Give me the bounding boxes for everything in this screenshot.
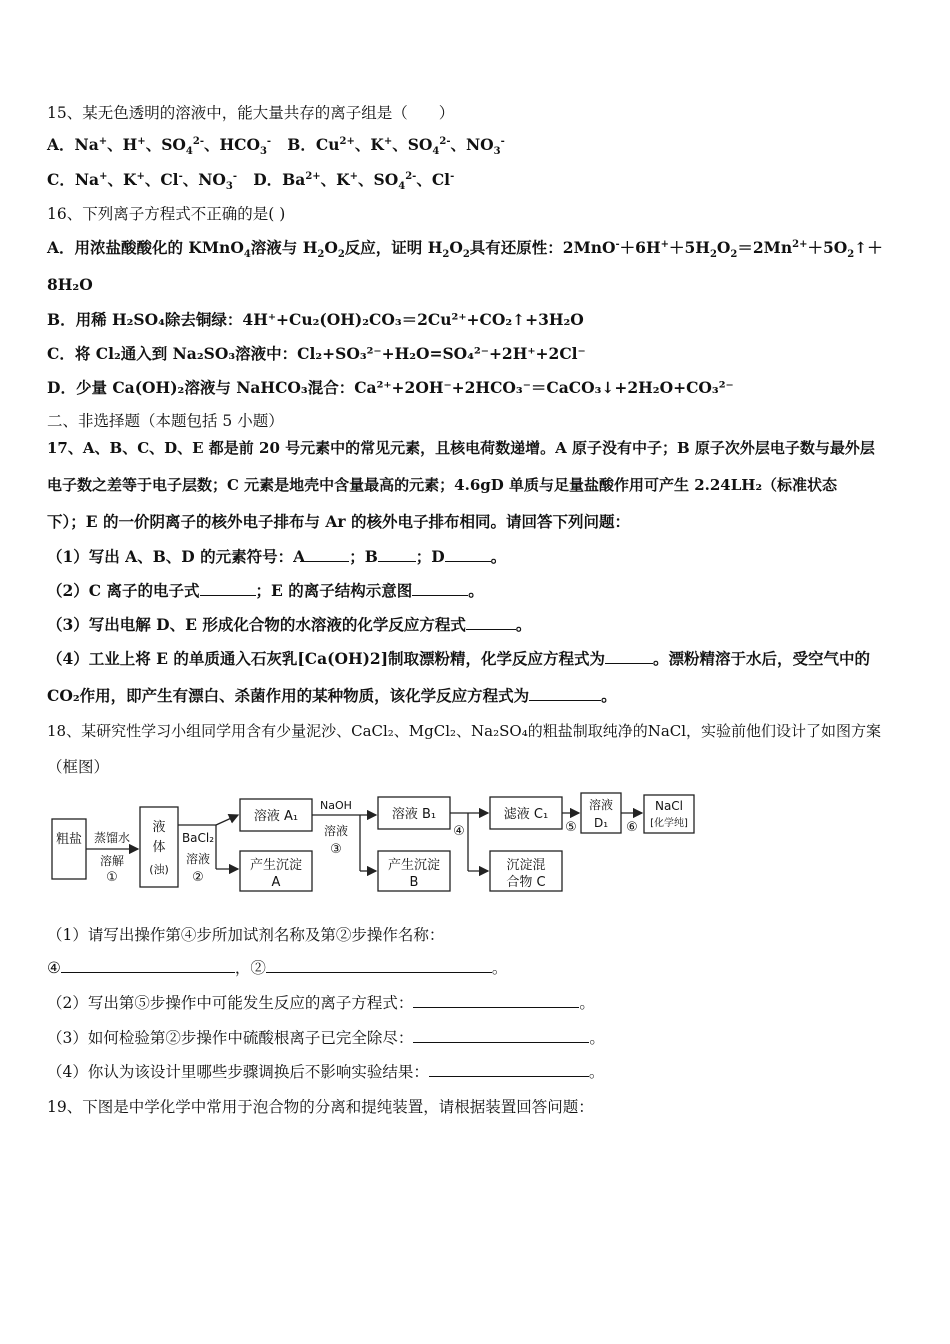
label-solution-b1: 溶液 B₁ bbox=[391, 807, 437, 822]
q17-part4-cont: CO₂作用，即产生有漂白、杀菌作用的某种物质，该化学反应方程式为 。 bbox=[47, 686, 617, 705]
label-step4-num: ④ bbox=[453, 824, 465, 839]
label-precip-a-2: A bbox=[271, 875, 281, 890]
q17-line3: 下）；E 的一价阴离子的核外电子排布与 Ar 的核外电子排布相同。请回答下列问题： bbox=[47, 512, 630, 531]
q15-options-cd: C．Na+、K+、Cl-、$NO_3^-$ D．$Ba^{2+}$、K+、$SO_4^{2-}$、Cl- bbox=[47, 170, 455, 193]
q15-stem: 15、某无色透明的溶液中，能大量共存的离子组是（ ） bbox=[47, 104, 455, 122]
label-step1-op: 溶解 bbox=[99, 854, 125, 868]
label-mixed-1: 沉淀混 bbox=[506, 858, 546, 873]
q16-option-d: D．少量 Ca(OH)₂溶液与 NaHCO₃混合：Ca²⁺+2OH⁻+2HCO₃⁻＝CaCO₃↓+2H₂O+CO₃²⁻ bbox=[47, 378, 734, 397]
q18-part4: （4）你认为该设计里哪些步骤调换后不影响实验结果： 。 bbox=[47, 1063, 605, 1081]
purification-flowchart bbox=[46, 785, 706, 905]
q18-part1-answers: ④ ，② 。 bbox=[47, 959, 508, 977]
label-nacl-2: [化学纯] bbox=[650, 818, 688, 829]
label-liquid-1: 液 bbox=[152, 820, 166, 835]
q18-part1: （1）请写出操作第④步所加试剂名称及第②步操作名称： bbox=[47, 926, 445, 944]
q17-part1: （1）写出 A、B、D 的元素符号：A ；B ；D 。 bbox=[47, 547, 507, 566]
label-nacl-1: NaCl bbox=[654, 799, 684, 813]
label-step2-reagent: BaCl₂ bbox=[181, 831, 215, 845]
box-crude-salt bbox=[52, 819, 86, 879]
q16-option-b: B．用稀 H₂SO₄除去铜绿：4H⁺+Cu₂(OH)₂CO₃＝2Cu²⁺+CO₂↑+3H₂O bbox=[47, 310, 584, 329]
label-step3-reagent: NaOH bbox=[320, 799, 352, 812]
q15-options-ab: A．Na+、H+、$SO_4^{2-}$、$HCO_3^-$ B．$Cu^{2+}$、K+、$SO_4^{2-}$、$NO_3^-$ bbox=[47, 135, 505, 158]
label-step2-num: ② bbox=[192, 870, 204, 885]
label-precip-a-1: 产生沉淀 bbox=[249, 858, 303, 873]
label-step3-op: 溶液 bbox=[323, 824, 349, 838]
label-liquid-3: (浊) bbox=[149, 863, 169, 876]
q18-part3: （3）如何检验第②步操作中硫酸根离子已完全除尽： 。 bbox=[47, 1029, 605, 1047]
label-precip-b-1: 产生沉淀 bbox=[387, 858, 441, 873]
q18-line2: （框图） bbox=[47, 758, 110, 776]
q17-part4: （4）工业上将 E 的单质通入石灰乳[Ca(OH)2]制取漂粉精，化学反应方程式为 。漂粉精溶于水后，受空气中的 bbox=[47, 649, 871, 668]
q17-line2: 电子数之差等于电子层数；C 元素是地壳中含量最高的元素；4.6gD 单质与足量盐酸作用可产生 2.24LH₂（标准状态 bbox=[47, 476, 838, 494]
q18-part2: （2）写出第⑤步操作中可能发生反应的离子方程式： 。 bbox=[47, 994, 595, 1012]
label-mixed-2: 合物 C bbox=[506, 875, 546, 890]
label-step3-num: ③ bbox=[330, 842, 342, 857]
q17-part3: （3）写出电解 D、E 形成化合物的水溶液的化学反应方程式 。 bbox=[47, 615, 532, 634]
label-step5-num: ⑤ bbox=[565, 820, 577, 835]
label-step2-op: 溶液 bbox=[185, 852, 211, 866]
label-step1-num: ① bbox=[106, 870, 118, 885]
q16-option-a: A．用浓盐酸酸化的 KMnO$_4$溶液与 $H_2O_2$反应，证明 $H_2O_2$具有还原性：$2MnO^-+6H^++5H_2O_2=2Mn^{2+}+5O_2↑+$ bbox=[47, 238, 883, 261]
label-step1-reagent: 蒸馏水 bbox=[93, 831, 131, 845]
q18-line1: 18、某研究性学习小组同学用含有少量泥沙、CaCl₂、MgCl₂、Na₂SO₄的粗盐制取纯净的NaCl，实验前他们设计了如图方案 bbox=[47, 722, 882, 740]
label-solution-a1: 溶液 A₁ bbox=[253, 809, 299, 824]
q16-option-c: C．将 Cl₂通入到 Na₂SO₃溶液中：Cl₂+SO₃²⁻+H₂O=SO₄²⁻+2H⁺+2Cl⁻ bbox=[47, 344, 586, 363]
q16-option-a-cont: 8H₂O bbox=[47, 275, 93, 294]
label-solution-d1-1: 溶液 bbox=[588, 798, 614, 812]
label-crude-salt-1: 粗盐 bbox=[55, 832, 83, 847]
q19-stem: 19、下图是中学化学中常用于泡合物的分离和提纯装置，请根据装置回答问题： bbox=[47, 1098, 594, 1116]
label-precip-b-2: B bbox=[409, 875, 419, 890]
q17-line1: 17、A、B、C、D、E 都是前 20 号元素中的常见元素，且核电荷数递增。A 原子没有中子；B 原子次外层电子数与最外层 bbox=[47, 439, 875, 457]
q17-part2: （2）C 离子的电子式 ；E 的离子结构示意图 。 bbox=[47, 581, 484, 600]
section-heading: 二、非选择题（本题包括 5 小题） bbox=[47, 412, 284, 430]
label-solution-d1-2: D₁ bbox=[593, 816, 609, 830]
label-filtrate-c1: 滤液 C₁ bbox=[503, 807, 549, 822]
label-liquid-2: 体 bbox=[152, 840, 166, 855]
label-step6-num: ⑥ bbox=[626, 820, 638, 835]
q16-stem: 16、下列离子方程式不正确的是( ) bbox=[47, 205, 286, 223]
